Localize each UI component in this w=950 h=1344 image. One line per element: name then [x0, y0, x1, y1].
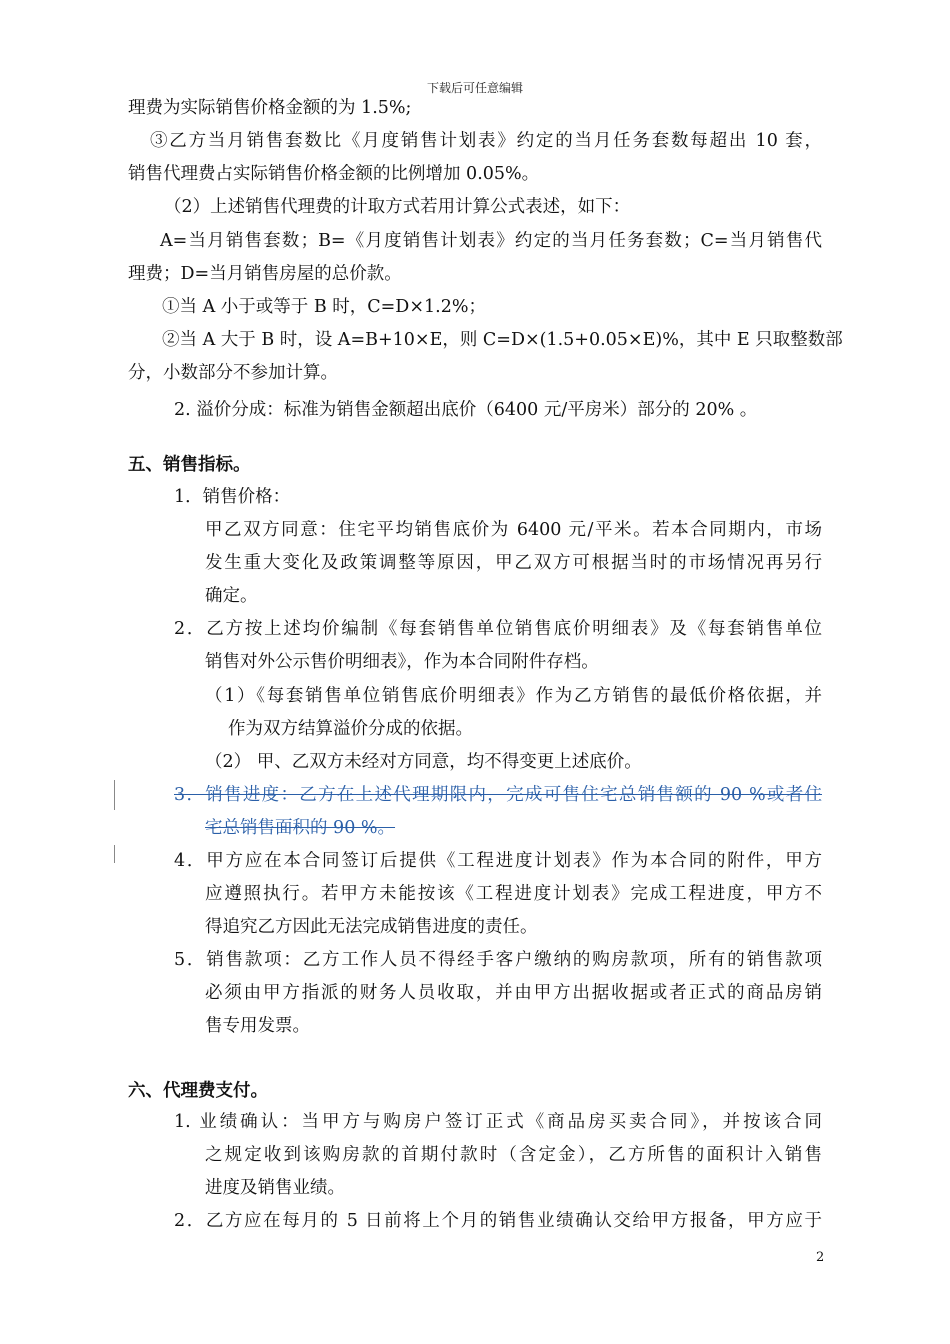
section-heading: 六、代理费支付。 — [128, 1081, 268, 1101]
text-line: 售专用发票。 — [205, 1016, 310, 1036]
text-line: 分，小数部分不参加计算。 — [128, 363, 338, 383]
text-line: 进度及销售业绩。 — [205, 1178, 345, 1198]
revision-bar — [114, 780, 115, 810]
page-number: 2 — [816, 1250, 825, 1265]
text-line: 应遵照执行。若甲方未能按该《工程进度计划表》完成工程进度，甲方不 — [205, 884, 822, 904]
text-line: 作为双方结算溢价分成的依据。 — [228, 719, 473, 739]
text-line: 5．销售款项：乙方工作人员不得经手客户缴纳的购房款项，所有的销售款项 — [174, 950, 822, 970]
text-line: A=当月销售套数；B=《月度销售计划表》约定的当月任务套数；C=当月销售代 — [160, 231, 822, 251]
text-line: 1．销售价格： — [174, 487, 291, 507]
text-line: 甲乙双方同意：住宅平均销售底价为 6400 元/平米。若本合同期内，市场 — [205, 520, 822, 540]
deleted-text-line: 宅总销售面积的 90 %。 — [205, 818, 396, 838]
text-line: 2．乙方按上述均价编制《每套销售单位销售底价明细表》及《每套销售单位 — [174, 619, 822, 639]
revision-bar — [114, 845, 115, 863]
text-line: 销售代理费占实际销售价格金额的比例增加 0.05%。 — [128, 164, 540, 184]
text-line: 确定。 — [205, 586, 258, 606]
text-line: 1. 业绩确认：当甲方与购房户签订正式《商品房买卖合同》，并按该合同 — [174, 1112, 822, 1132]
text-line: ②当 A 大于 B 时，设 A=B+10×E，则 C=D×(1.5+0.05×E)%，其中 E 只取整数部 — [162, 330, 843, 350]
text-line: 得追究乙方因此无法完成销售进度的责任。 — [205, 917, 538, 937]
text-line: ①当 A 小于或等于 B 时，C=D×1.2%； — [162, 297, 486, 317]
text-line: 销售对外公示售价明细表》，作为本合同附件存档。 — [205, 652, 599, 672]
section-heading: 五、销售指标。 — [128, 455, 251, 475]
text-line: 理费为实际销售价格金额的为 1.5%; — [128, 98, 412, 118]
page-header: 下载后可任意编辑 — [426, 81, 523, 95]
text-line: 2. 溢价分成：标准为销售金额超出底价（6400 元/平房米）部分的 20% 。 — [174, 400, 758, 420]
text-line: 必须由甲方指派的财务人员收取，并由甲方出据收据或者正式的商品房销 — [205, 983, 822, 1003]
text-line: （2）上述销售代理费的计取方式若用计算公式表述，如下： — [164, 197, 631, 217]
text-line: （1）《每套销售单位销售底价明细表》作为乙方销售的最低价格依据，并 — [205, 686, 822, 706]
text-line: 2．乙方应在每月的 5 日前将上个月的销售业绩确认交给甲方报备，甲方应于 — [174, 1211, 822, 1231]
text-line: 之规定收到该购房款的首期付款时（含定金），乙方所售的面积计入销售 — [205, 1145, 822, 1165]
text-line: 理费；D=当月销售房屋的总价款。 — [128, 264, 402, 284]
text-line: （2） 甲、乙双方未经对方同意，均不得变更上述底价。 — [205, 752, 642, 772]
text-line: 4．甲方应在本合同签订后提供《工程进度计划表》作为本合同的附件，甲方 — [174, 851, 822, 871]
deleted-text-line: 3．销售进度：乙方在上述代理期限内，完成可售住宅总销售额的 90 %或者住 — [174, 785, 822, 805]
text-line: ③乙方当月销售套数比《月度销售计划表》约定的当月任务套数每超出 10 套， — [150, 131, 822, 151]
text-line: 发生重大变化及政策调整等原因，甲乙双方可根据当时的市场情况再另行 — [205, 553, 822, 573]
